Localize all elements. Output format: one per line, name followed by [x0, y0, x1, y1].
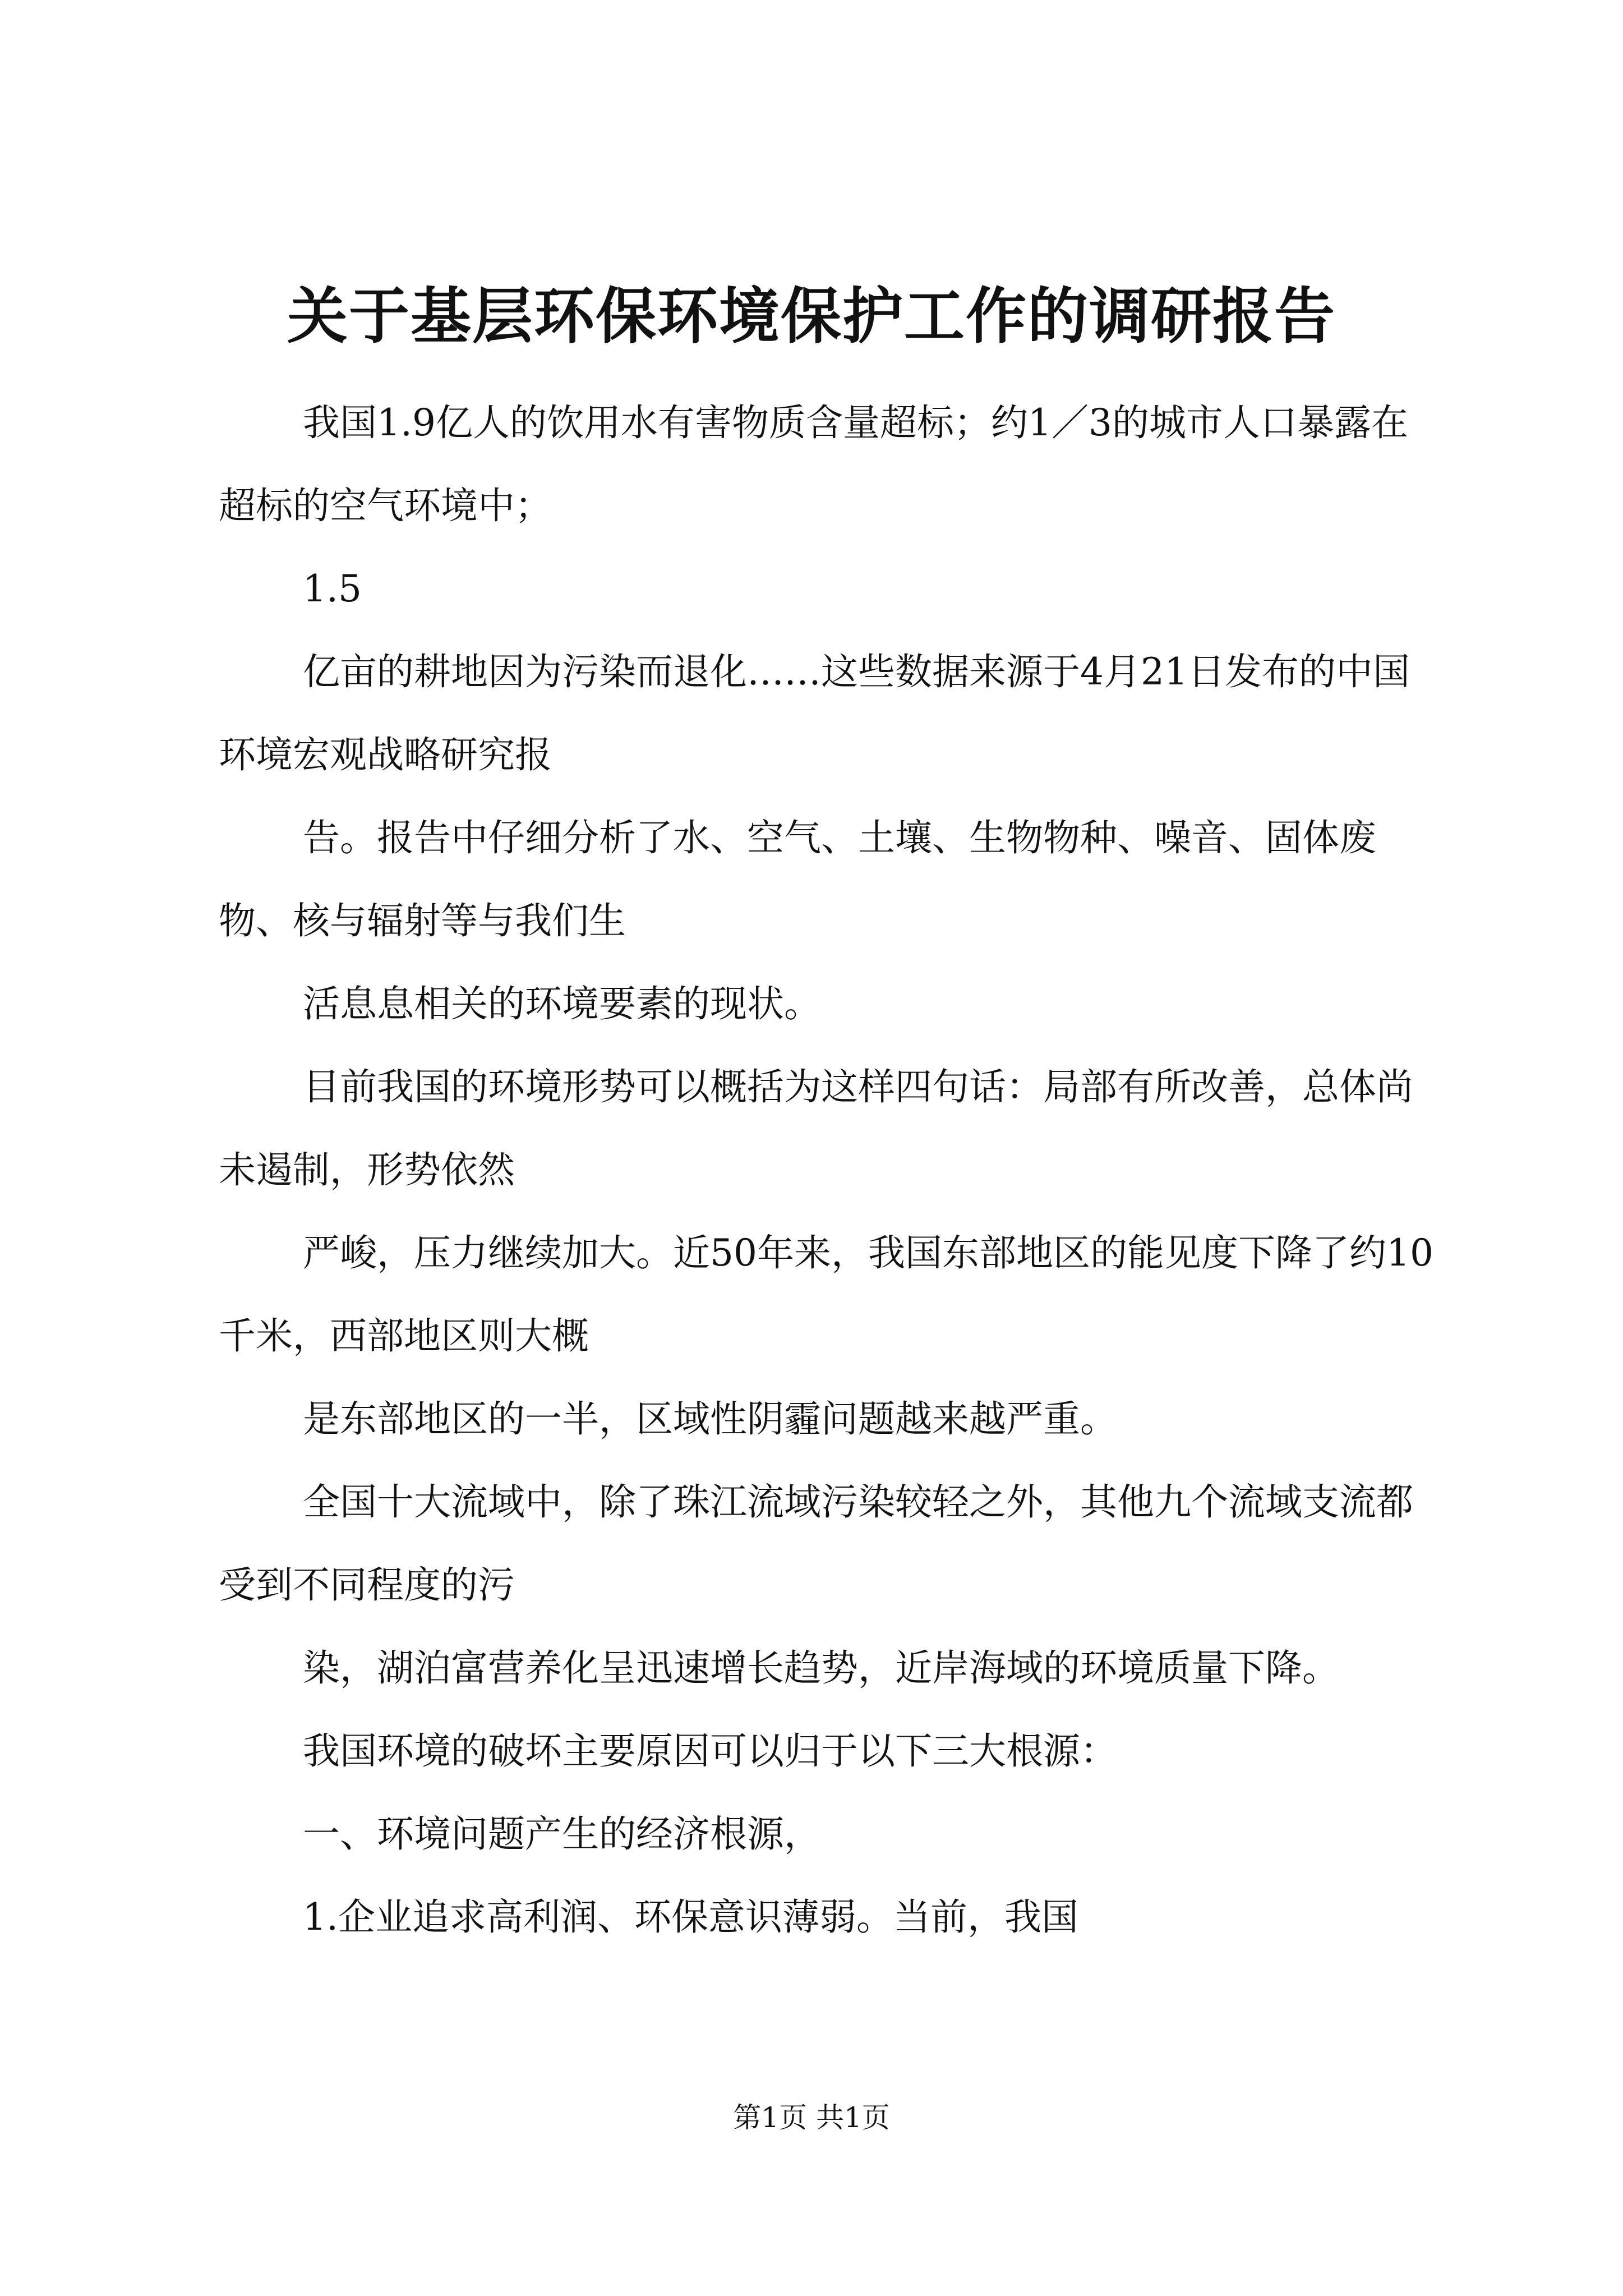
paragraph: 全国十大流域中，除了珠江流域污染较轻之外，其他九个流域支流都受到不同程度的污: [219, 1480, 1413, 1607]
paragraph: 是东部地区的一半，区域性阴霾问题越来越严重。: [303, 1397, 1117, 1441]
document-title: 关于基层环保环境保护工作的调研报告: [287, 282, 1336, 352]
paragraph: 严峻，压力继续加大。近50年来，我国东部地区的能见度下降了约10千米，西部地区则大概: [219, 1231, 1433, 1358]
paragraph: 告。报告中仔细分析了水、空气、土壤、生物物种、噪音、固体废物、核与辐射等与我们生: [219, 816, 1376, 942]
paragraph: 我国环境的破坏主要原因可以归于以下三大根源：: [303, 1729, 1117, 1773]
paragraph: 我国1.9亿人的饮用水有害物质含量超标；约1／3的城市人口暴露在超标的空气环境中；: [219, 401, 1408, 527]
paragraph: 亿亩的耕地因为污染而退化……这些数据来源于4月21日发布的中国环境宏观战略研究报: [219, 650, 1410, 776]
paragraph: 一、环境问题产生的经济根源，: [303, 1812, 821, 1856]
paragraph: 1.5: [303, 567, 362, 610]
document-body: [219, 381, 1436, 1959]
paragraph: 目前我国的环境形势可以概括为这样四句话：局部有所改善，总体尚未遏制，形势依然: [219, 1065, 1413, 1191]
paragraph: 活息息相关的环境要素的现状。: [303, 982, 821, 1025]
paragraph: 1.企业追求高利润、环保意识薄弱。当前，我国: [303, 1895, 1078, 1939]
page-footer: 第1页 共1页: [733, 2101, 890, 2134]
paragraph: 染，湖泊富营养化呈迅速增长趋势，近岸海域的环境质量下降。: [303, 1646, 1339, 1690]
